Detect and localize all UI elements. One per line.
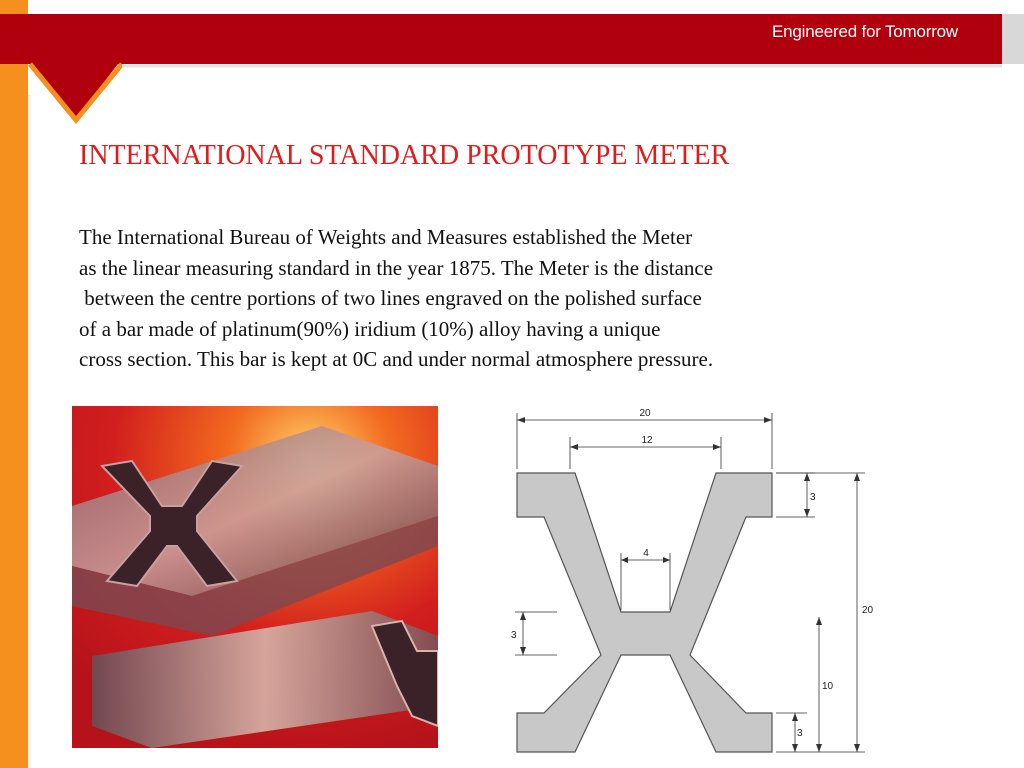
body-line: The International Bureau of Weights and Measures established the Meter <box>79 225 693 249</box>
body-line: cross section. This bar is kept at 0C and under normal atmosphere pressure. <box>79 347 714 371</box>
header-banner <box>0 0 1024 130</box>
body-line: between the centre portions of two lines engraved on the polished surface <box>79 286 702 310</box>
cross-section-diagram <box>495 395 895 765</box>
slide-body <box>79 222 879 375</box>
dim-inner-width: 12 <box>641 435 653 446</box>
dim-overall-height: 20 <box>862 605 874 616</box>
body-line: as the linear measuring standard in the year 1875. The Meter is the distance <box>79 255 714 280</box>
prototype-bar-photo <box>72 406 438 748</box>
dim-web-thickness: 3 <box>511 630 517 641</box>
header-tagline: Engineered for Tomorrow <box>772 22 958 41</box>
left-strip-shadow <box>28 95 31 768</box>
dim-web-width: 4 <box>643 548 649 559</box>
dim-flange-thickness: 3 <box>810 492 816 503</box>
dim-overall-width: 20 <box>639 408 651 419</box>
body-line: of a bar made of platinum(90%) iridium (10%) alloy having a unique <box>79 316 661 341</box>
dim-bottom-flange: 3 <box>797 728 803 739</box>
dim-half-height: 10 <box>822 681 834 692</box>
slide-title: INTERNATIONAL STANDARD PROTOTYPE METER <box>79 140 730 171</box>
x-profile-shape <box>517 473 772 752</box>
